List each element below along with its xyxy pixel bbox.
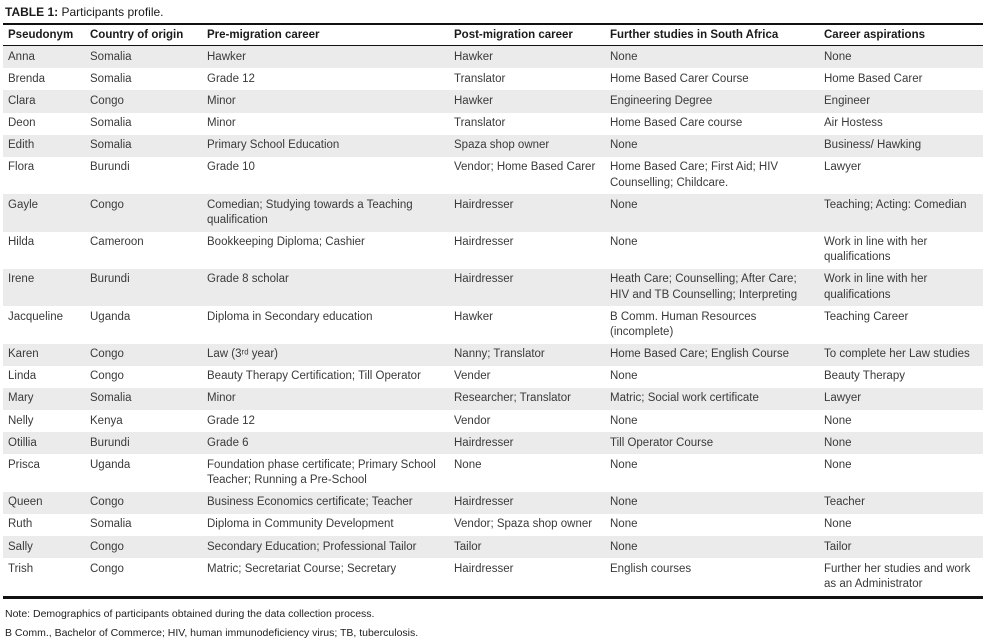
header-row (3, 24, 983, 46)
table-cell: Beauty Therapy Certification; Till Operator (207, 370, 421, 383)
table-notes (5, 605, 982, 643)
table-cell: Linda (8, 370, 37, 383)
table-cell: Trish (8, 562, 34, 575)
table-row (3, 432, 983, 454)
table-cell: Burundi (90, 161, 130, 174)
note-line-demographics: Note: Demographics of participants obtained during the data collection process. (5, 607, 375, 620)
table-cell: None (610, 198, 638, 211)
participants-table (3, 23, 983, 599)
table-cell: Minor (207, 94, 236, 107)
table-cell: None (610, 370, 638, 383)
table-cell: Home Based Care; First Aid; HIV Counselling; Childcare. (610, 161, 779, 189)
table-cell: Matric; Secretariat Course; Secretary (207, 562, 397, 575)
table-title (5, 5, 982, 20)
table-row (3, 135, 983, 157)
table-cell: Lawyer (824, 392, 862, 405)
table-cell: Grade 12 (207, 72, 255, 85)
col-header-post-migration-career: Post-migration career (449, 24, 605, 46)
table-cell: Hawker (454, 50, 493, 63)
table-cell: Till Operator Course (610, 436, 714, 449)
table-cell: Edith (8, 139, 35, 152)
table-row (3, 388, 983, 410)
table-number-label: TABLE 1: (5, 5, 59, 19)
table-cell: Jacqueline (8, 310, 63, 323)
table-cell: Vendor (454, 414, 491, 427)
table-cell: None (824, 50, 852, 63)
table-cell: Mary (8, 392, 34, 405)
table-cell: Hawker (207, 50, 246, 63)
table-cell: Grade 6 (207, 436, 249, 449)
table-cell: None (824, 518, 852, 531)
table-cell: Translator (454, 117, 506, 130)
table-cell: Teaching; Acting: Comedian (824, 198, 967, 211)
table-row (3, 90, 983, 112)
table-cell: Cameroon (90, 236, 144, 249)
table-cell: Business/ Hawking (824, 139, 922, 152)
table-cell: Hairdresser (454, 436, 514, 449)
table-cell: Clara (8, 94, 36, 107)
table-cell: Lawyer (824, 161, 862, 174)
table-cell: Teacher (824, 496, 865, 509)
table-cell: Air Hostess (824, 117, 883, 130)
table-cell: Foundation phase certificate; Primary School Teacher; Running a Pre-School (207, 458, 436, 487)
table-cell: Somalia (90, 139, 132, 152)
table-cell: Diploma in Secondary education (207, 310, 373, 323)
table-cell: Prisca (8, 458, 40, 471)
table-cell: None (610, 50, 638, 63)
table-cell: Secondary Education; Professional Tailor (207, 540, 417, 553)
table-cell: Work in line with her qualifications (824, 236, 928, 264)
table-cell: Burundi (90, 273, 130, 286)
col-header-further-studies: Further studies in South Africa (605, 24, 819, 46)
table-cell: Burundi (90, 436, 130, 449)
col-header-career-aspirations: Career aspirations (819, 24, 983, 46)
table-row (3, 366, 983, 388)
table-cell: Congo (90, 348, 124, 361)
table-cell: Nanny; Translator (454, 348, 545, 361)
table-cell: Hairdresser (454, 198, 514, 211)
table-cell: Otillia (8, 436, 37, 449)
table-cell: Anna (8, 50, 35, 63)
table-cell: Somalia (90, 392, 132, 405)
table-cell: Congo (90, 370, 124, 383)
table-cell: Somalia (90, 72, 132, 85)
table-cell: Home Based Care; English Course (610, 348, 789, 361)
table-cell: Teaching Career (824, 310, 909, 323)
table-row (3, 454, 983, 491)
table-cell: Flora (8, 161, 35, 174)
table-cell: None (610, 458, 638, 471)
table-cell: To complete her Law studies (824, 348, 970, 361)
table-cell: Home Based Carer Course (610, 72, 749, 85)
table-cell: Home Based Care course (610, 117, 743, 130)
table-cell: Congo (90, 94, 124, 107)
table-cell: Diploma in Community Development (207, 518, 394, 531)
table-cell: None (824, 458, 852, 471)
table-cell: Business Economics certificate; Teacher (207, 496, 413, 509)
table-cell: Translator (454, 72, 506, 85)
table-cell: Hairdresser (454, 236, 514, 249)
table-row (3, 410, 983, 432)
table-cell: None (610, 236, 638, 249)
table-cell: Hilda (8, 236, 35, 249)
table-cell: None (610, 496, 638, 509)
table-cell: Bookkeeping Diploma; Cashier (207, 236, 365, 249)
table-cell: Hairdresser (454, 562, 514, 575)
table-cell: Congo (90, 540, 124, 553)
table-cell: Uganda (90, 458, 131, 471)
table-row (3, 194, 983, 231)
table-cell: Somalia (90, 518, 132, 531)
table-cell: Vendor; Spaza shop owner (454, 518, 593, 531)
table-cell: Brenda (8, 72, 46, 85)
table-row (3, 46, 983, 69)
table-cell: Karen (8, 348, 39, 361)
table-cell: Vender (454, 370, 491, 383)
table-row (3, 536, 983, 558)
table-cell: Hairdresser (454, 496, 514, 509)
table-row (3, 558, 983, 597)
table-cell: Spaza shop owner (454, 139, 550, 152)
table-cell: Home Based Carer (824, 72, 923, 85)
table-cell: Law (3ʳᵈ year) (207, 348, 279, 361)
table-cell: Minor (207, 117, 236, 130)
table-cell: B Comm. Human Resources (incomplete) (610, 310, 757, 338)
table-cell: Engineer (824, 94, 871, 107)
col-header-country-of-origin: Country of origin (85, 24, 202, 46)
table-cell: Matric; Social work certificate (610, 392, 759, 405)
col-header-pseudonym: Pseudonym (3, 24, 85, 46)
table-cell: Hairdresser (454, 273, 514, 286)
table-cell: Irene (8, 273, 35, 286)
table-cell: Comedian; Studying towards a Teaching qualification (207, 198, 413, 226)
table-row (3, 232, 983, 269)
table-cell: Work in line with her qualifications (824, 273, 928, 301)
table-cell: Beauty Therapy (824, 370, 905, 383)
table-body (3, 46, 983, 598)
table-row (3, 344, 983, 366)
table-row (3, 157, 983, 194)
table-cell: None (824, 436, 852, 449)
table-cell: None (610, 139, 638, 152)
table-cell: Grade 8 scholar (207, 273, 289, 286)
table-cell: English courses (610, 562, 692, 575)
table-cell: Tailor (824, 540, 852, 553)
table-cell: Sally (8, 540, 33, 553)
table-header (3, 24, 983, 46)
table-cell: Hawker (454, 310, 493, 323)
table-cell: Tailor (454, 540, 482, 553)
table-cell: Queen (8, 496, 43, 509)
table-cell: Congo (90, 562, 124, 575)
table-cell: Somalia (90, 117, 132, 130)
table-cell: Uganda (90, 310, 131, 323)
table-title-text: Participants profile. (58, 5, 164, 19)
table-row (3, 492, 983, 514)
table-row (3, 269, 983, 306)
table-cell: Engineering Degree (610, 94, 713, 107)
table-cell: Congo (90, 496, 124, 509)
table-cell: Researcher; Translator (454, 392, 571, 405)
table-cell: None (610, 540, 638, 553)
table-row (3, 306, 983, 343)
table-cell: Grade 10 (207, 161, 255, 174)
table-cell: Vendor; Home Based Carer (454, 161, 596, 174)
table-row (3, 113, 983, 135)
table-cell: Somalia (90, 50, 132, 63)
table-cell: Heath Care; Counselling; After Care; HIV and TB Counselling; Interpreting (610, 273, 798, 301)
table-cell: Deon (8, 117, 36, 130)
table-cell: None (610, 414, 638, 427)
table-cell: Congo (90, 198, 124, 211)
table-cell: Kenya (90, 414, 123, 427)
table-row (3, 68, 983, 90)
table-cell: Nelly (8, 414, 34, 427)
col-header-pre-migration-career: Pre-migration career (202, 24, 449, 46)
table-cell: Minor (207, 392, 236, 405)
table-cell: None (824, 414, 852, 427)
note-line-abbreviations: B Comm., Bachelor of Commerce; HIV, human immunodeficiency virus; TB, tuberculosis. (5, 626, 419, 639)
table-cell: Further her studies and work as an Administrator (824, 562, 971, 590)
table-row (3, 514, 983, 536)
table-cell: Gayle (8, 198, 39, 211)
table-cell: Grade 12 (207, 414, 255, 427)
table-cell: Ruth (8, 518, 33, 531)
table-cell: None (610, 518, 638, 531)
table-cell: None (454, 458, 482, 471)
table-cell: Primary School Education (207, 139, 340, 152)
table-cell: Hawker (454, 94, 493, 107)
